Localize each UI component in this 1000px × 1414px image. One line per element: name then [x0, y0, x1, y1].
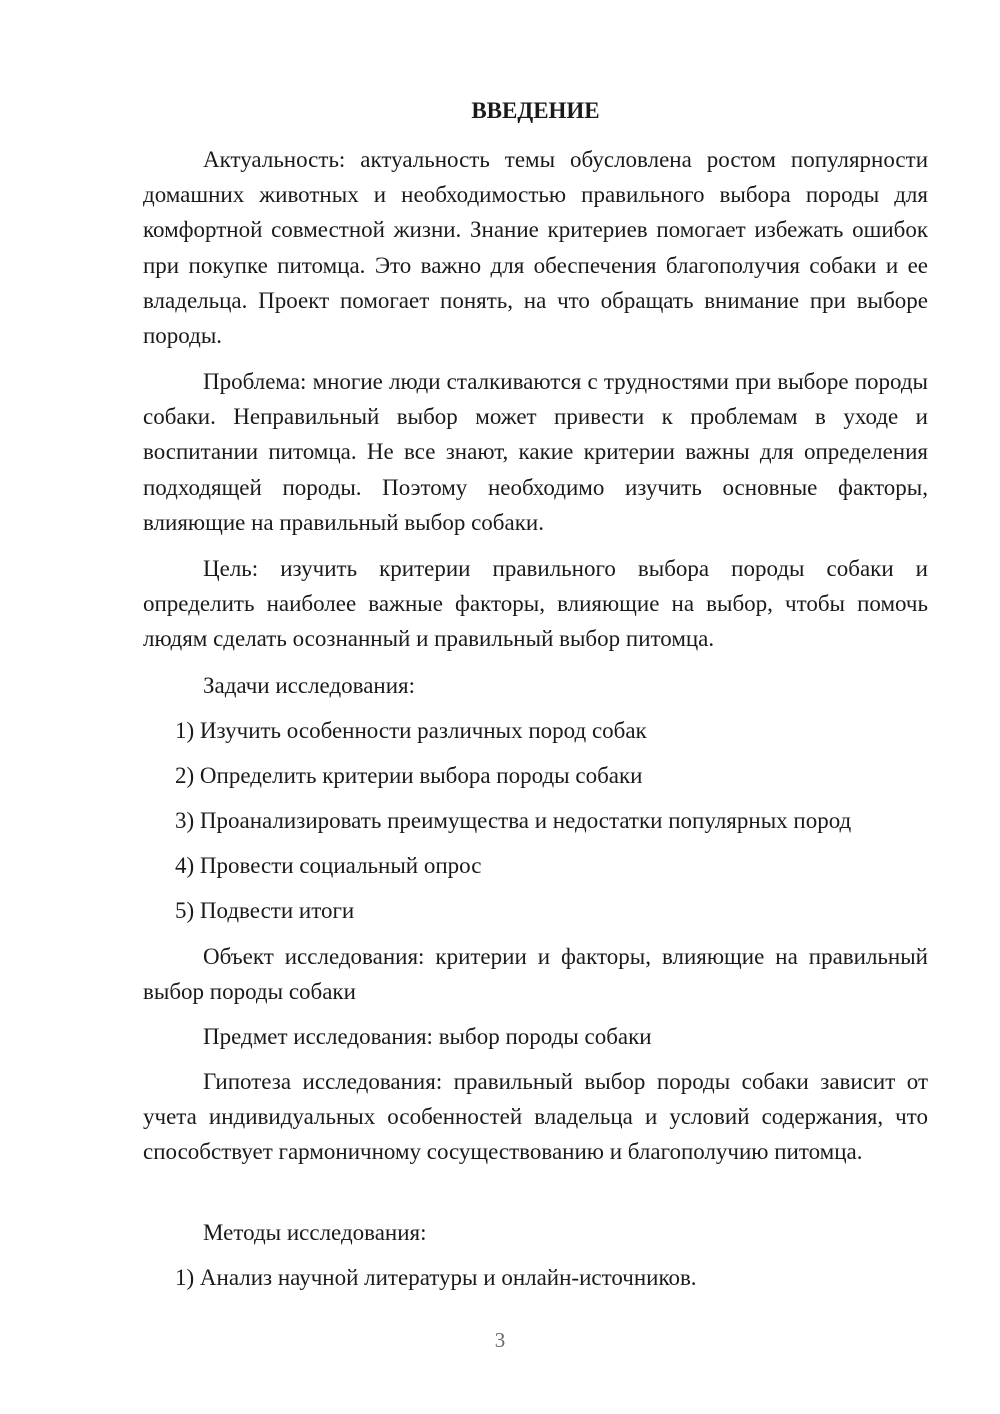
- task-item: 4) Провести социальный опрос: [175, 853, 482, 878]
- page-number: 3: [494, 1328, 506, 1352]
- relevance-paragraph: Актуальность: актуальность темы обусловлена ростом популярности домашних животных и необходимостью правильного выбора породы для комфортной совместной жизни. Знание критериев помогает избежать ошибок при покупке питомца. Это важно для обеспечения благополучия собаки и ее владельца. Проект помогает понять, на что обращать внимание при выборе породы.: [143, 147, 928, 349]
- task-item: 5) Подвести итоги: [175, 898, 355, 923]
- object-paragraph: Объект исследования: критерии и факторы, влияющие на правильный выбор породы собаки: [143, 944, 928, 1005]
- hypothesis-paragraph: Гипотеза исследования: правильный выбор породы собаки зависит от учета индивидуальных особенностей владельца и условий содержания, что способствует гармоничному сосуществованию и благополучию питомца.: [143, 1069, 928, 1165]
- page-title: ВВЕДЕНИЕ: [471, 98, 600, 123]
- task-item: 3) Проанализировать преимущества и недостатки популярных пород: [175, 808, 852, 833]
- method-item: 1) Анализ научной литературы и онлайн-источников.: [175, 1265, 697, 1290]
- tasks-heading: Задачи исследования:: [203, 673, 416, 698]
- methods-heading: Методы исследования:: [203, 1220, 427, 1245]
- problem-paragraph: Проблема: многие люди сталкиваются с трудностями при выборе породы собаки. Неправильный выбор может привести к проблемам в уходе и воспитании питомца. Не все знают, какие критерии важны для определения подходящей породы. Поэтому необходимо изучить основные факторы, влияющие на правильный выбор собаки.: [143, 369, 928, 535]
- subject-paragraph: Предмет исследования: выбор породы собаки: [203, 1024, 652, 1049]
- goal-paragraph: Цель: изучить критерии правильного выбора породы собаки и определить наиболее важные факторы, влияющие на выбор, чтобы помочь людям сделать осознанный и правильный выбор питомца.: [143, 556, 928, 652]
- task-item: 2) Определить критерии выбора породы собаки: [175, 763, 643, 788]
- task-item: 1) Изучить особенности различных пород собак: [175, 718, 647, 743]
